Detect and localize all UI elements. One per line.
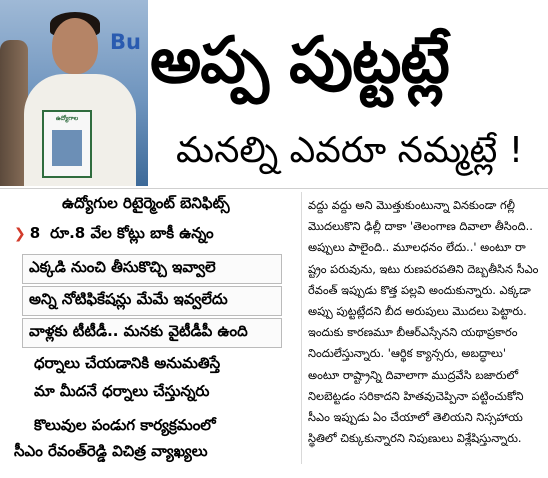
article-line: స్థితిలో చిక్కుకున్నారని నిపుణులు విశ్లేషిస్తున్నారు. xyxy=(308,431,522,446)
book-cover-image xyxy=(52,130,82,166)
cm-photo xyxy=(0,0,148,186)
held-book xyxy=(42,110,92,178)
article-line: నిందులేస్తున్నారు. 'ఆర్థిక క్యాన్సరు, అబద్ధాలు' xyxy=(308,346,506,361)
article-line: అప్పులు పాలైంది.. మూలధనం లేదు..' అంటూ రా xyxy=(308,240,526,255)
highlight-item: ఉద్యోగుల రిటైర్మెంట్ బెనిఫిట్స్ xyxy=(62,194,230,212)
article-line: సీఎం ఇప్పుడు ఏం చేయాలో తెలియని నిస్సహాయ xyxy=(308,410,523,425)
highlight-item: ధర్నాలు చేయడానికి అనుమతిస్తే xyxy=(34,354,221,372)
book-title: ఉద్యోగాల xyxy=(55,115,79,122)
highlight-item: సీఎం రేవంత్‌రెడ్డి విచిత్ర వ్యాఖ్యలు xyxy=(14,442,208,460)
highlight-item: అన్ని నోటిఫికేషన్లు మేమే ఇవ్వలేదు xyxy=(22,286,282,316)
article-line: మొదలుకొని ఢిల్లీ దాకా 'తెలంగాణ దివాలా తీసింది.. xyxy=(308,219,533,234)
article-line: రేవంత్ ఇప్పుడు కొత్త పల్లవి అందుకున్నారు. ఎక్కడా xyxy=(308,282,531,297)
highlight-item: మా మీదనే ధర్నాలు చేస్తున్నరు xyxy=(34,382,210,400)
chevron-right-icon: ❯ xyxy=(14,226,26,242)
banner-text: Bu xyxy=(110,30,141,54)
section-divider xyxy=(0,188,548,189)
article-body xyxy=(308,195,544,465)
article-line: వద్దు వద్దు అని మొత్తుకుంటున్నా వినకుండా గల్లీ xyxy=(308,198,515,212)
article-line: అంటూ రాష్ట్రాన్ని దివాలాగా ముద్రవేసి బజారులో xyxy=(308,367,519,382)
highlight-item: కొలువుల పండుగ కార్యక్రమంలో xyxy=(34,416,216,434)
subheadline: మనల్ని ఎవరూ నమ్మట్లే ! xyxy=(176,130,524,171)
person-face xyxy=(52,18,98,74)
headline: అప్ప పుట్టట్లే xyxy=(150,24,449,98)
article-line: ష్ట్రం పరువును, ఇటు రుణపరపతిని దెబ్బతీసిన సీఎం xyxy=(308,261,539,276)
article-line: నిలబెట్టడం సరికాదని హితవుచెప్పినా పట్టించుకోని xyxy=(308,388,524,403)
article-line: ఇందుకు కారణమూ బీఆర్ఎస్సేనని యథాప్రకారం xyxy=(308,325,518,340)
highlight-item: వాళ్లకు టీటీడీ.. మనకు వైటీడీపీ ఉంది xyxy=(22,318,282,348)
article-line: అప్పు పుట్టట్లేదని బీద అరుపులు మొదలు పెట్టారు. xyxy=(308,304,527,319)
column-divider xyxy=(301,192,302,464)
highlight-item: ❯ 8 రూ.8 వేల కోట్లు బాకీ ఉన్నం xyxy=(14,224,214,242)
highlights-column xyxy=(0,190,300,466)
highlight-item: ఎక్కడి నుంచి తీసుకొచ్చి ఇవ్వాలె xyxy=(22,254,282,284)
